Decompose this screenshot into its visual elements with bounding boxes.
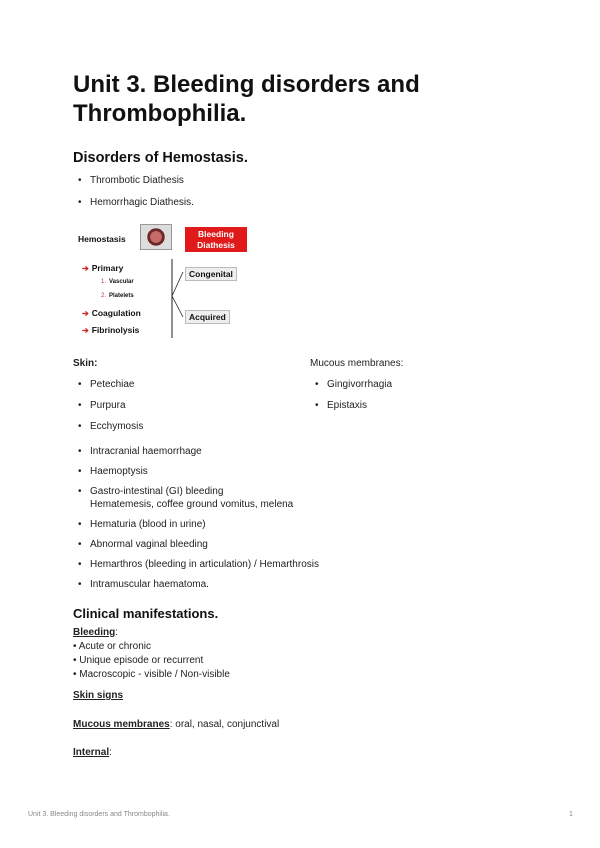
arrow-icon: ➔ bbox=[82, 309, 89, 318]
list-item: • Gastro-intestinal (GI) bleeding Hematemesis, coffee ground vomitus, melena bbox=[73, 485, 319, 511]
bleeding-diathesis-box: Bleeding Diathesis bbox=[185, 227, 247, 252]
arrow-icon: ➔ bbox=[82, 326, 89, 335]
list-item: • Thrombotic Diathesis bbox=[73, 174, 194, 187]
diagram-hemostasis-label: Hemostasis bbox=[78, 234, 126, 244]
arrow-icon: ➔ bbox=[82, 264, 89, 273]
mucous-list bbox=[310, 378, 392, 412]
list-item: • Haemoptysis bbox=[73, 465, 319, 478]
acquired-box: Acquired bbox=[185, 310, 230, 324]
list-item: • Hemorrhagic Diathesis. bbox=[73, 196, 194, 209]
internal-line: Internal: bbox=[73, 747, 112, 758]
bleeding-label: Bleeding bbox=[73, 627, 116, 638]
congenital-box: Congenital bbox=[185, 267, 237, 281]
mucous-label: Mucous membranes: bbox=[310, 358, 404, 369]
list-item: • Hematuria (blood in urine) bbox=[73, 518, 319, 531]
diagram-vascular: 1. Vascular bbox=[101, 279, 134, 285]
list-item: • Purpura bbox=[73, 399, 143, 412]
footer-title: Unit 3. Bleeding disorders and Thrombophilia. bbox=[28, 811, 170, 818]
list-item: • Petechiae bbox=[73, 378, 143, 391]
skin-list bbox=[73, 378, 143, 433]
list-item: • Hemarthros (bleeding in articulation) / Hemarthrosis bbox=[73, 558, 319, 571]
section-heading-hemostasis: Disorders of Hemostasis. bbox=[73, 150, 248, 166]
list-item: • Gingivorrhagia bbox=[310, 378, 392, 391]
skin-label: Skin: bbox=[73, 358, 98, 369]
list-item: • Intramuscular haematoma. bbox=[73, 578, 319, 591]
list-item: • Abnormal vaginal bleeding bbox=[73, 538, 319, 551]
hemostasis-diagram bbox=[73, 222, 313, 342]
bleeding-item: • Acute or chronic bbox=[73, 641, 151, 652]
section-heading-clinical: Clinical manifestations. bbox=[73, 606, 219, 621]
list-item: • Epistaxis bbox=[310, 399, 392, 412]
bleeding-sites-list bbox=[73, 445, 319, 591]
mucous-membranes-line: Mucous membranes: oral, nasal, conjunctival bbox=[73, 719, 280, 730]
page-number: 1 bbox=[569, 811, 573, 818]
diagram-platelets: 2. Platelets bbox=[101, 293, 134, 299]
diagram-lines bbox=[73, 222, 313, 342]
bleeding-item: • Unique episode or recurrent bbox=[73, 655, 204, 666]
diagram-primary: ➔ Primary bbox=[82, 263, 124, 273]
list-item: • Intracranial haemorrhage bbox=[73, 445, 319, 458]
skin-signs: Skin signs bbox=[73, 690, 124, 701]
list-item: • Ecchymosis bbox=[73, 420, 143, 433]
gi-subline: Hematemesis, coffee ground vomitus, melena bbox=[90, 499, 294, 510]
diagram-coagulation: ➔ Coagulation bbox=[82, 308, 141, 318]
diagram-fibrinolysis: ➔ Fibrinolysis bbox=[82, 325, 140, 335]
bleeding-item: • Macroscopic - visible / Non-visible bbox=[73, 669, 230, 680]
page-title: Unit 3. Bleeding disorders and Thrombophilia. bbox=[73, 71, 420, 127]
hemostasis-list bbox=[73, 174, 194, 209]
bleeding-block: Bleeding: • Acute or chronic • Unique episode or recurrent • Macroscopic - visible / Non-visible bbox=[73, 627, 230, 680]
